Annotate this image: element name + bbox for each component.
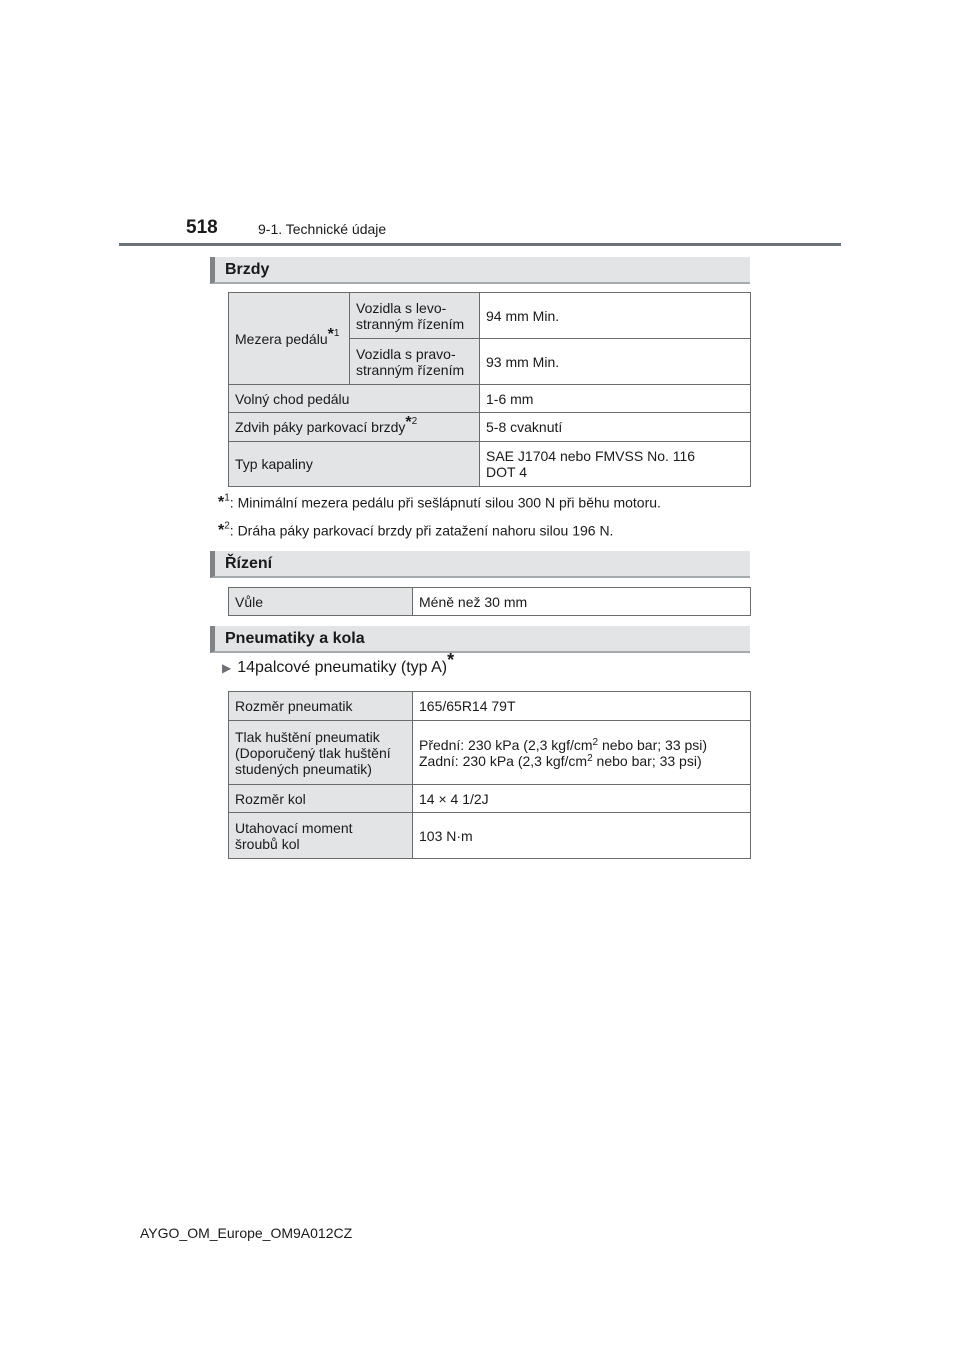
footnote-marker: *2 [405, 414, 418, 431]
table-row [229, 293, 751, 339]
parking-brake-value: 5-8 cvaknutí [480, 413, 751, 442]
pedal-clearance-label-cell [229, 293, 350, 385]
rhd-label-cell: Vozidla s pravo- stranným řízením [350, 339, 480, 385]
steering-play-label: Vůle [229, 588, 413, 616]
tire-subheading: ▶ 14palcové pneumatiky (typ A)* [222, 650, 455, 676]
free-play-label: Volný chod pedálu [229, 385, 480, 413]
footnote-marker: *$^1$ [218, 493, 230, 512]
footnote-1: *$^1$: Minimální mezera pedálu při sešlápnutí silou 300 N při běhu motoru. [218, 493, 661, 512]
table-row [229, 721, 751, 785]
footnote-marker: *$^2$ [218, 521, 230, 540]
table-row [229, 442, 751, 487]
footnote-marker: *1 [327, 325, 340, 343]
tire-pressure-value-cell [413, 721, 751, 785]
brakes-heading: Brzdy [210, 257, 750, 284]
rhd-value: 93 mm Min. [480, 339, 751, 385]
brakes-table [228, 292, 751, 487]
wheel-size-label: Rozměr kol [229, 785, 413, 813]
document-id: AYGO_OM_Europe_OM9A012CZ [140, 1225, 353, 1241]
pedal-clearance-label: Mezera pedálu [235, 330, 328, 347]
table-row [229, 588, 751, 616]
table-row [229, 385, 751, 413]
header-rule [119, 243, 841, 246]
tire-size-label: Rozměr pneumatik [229, 692, 413, 721]
parking-brake-label-cell [229, 413, 480, 442]
page-number: 518 [186, 217, 218, 238]
steering-play-value: Méně než 30 mm [413, 588, 751, 616]
steering-heading: Řízení [210, 551, 750, 578]
wheel-size-value: 14 × 4 1/2J [413, 785, 751, 813]
rear-pressure: Zadní: 230 kPa (2,3 kgf/$cm^2$ nebo bar; 33 psi) [419, 752, 702, 769]
parking-brake-label: Zdvih páky parkovací brzdy [235, 419, 406, 435]
lhd-value: 94 mm Min. [480, 293, 751, 339]
footnote-2: *$^2$: Dráha páky parkovací brzdy při zatažení nahoru silou 196 N. [218, 521, 614, 540]
front-pressure: Přední: 230 kPa (2,3 kgf/$cm^2$ nebo bar; 33 psi) [419, 736, 708, 753]
table-row [229, 785, 751, 813]
tire-pressure-label-cell: Tlak huštění pneumatik (Doporučený tlak huštění studených pneumatik) [229, 721, 413, 785]
table-row [229, 813, 751, 859]
torque-label-cell: Utahovací moment šroubů kol [229, 813, 413, 859]
triangle-right-icon: ▶ [222, 661, 232, 675]
tires-heading: Pneumatiky a kola [210, 626, 750, 653]
free-play-value: 1-6 mm [480, 385, 751, 413]
tire-size-value: 165/65R14 79T [413, 692, 751, 721]
table-row [229, 692, 751, 721]
section-title: 9-1. Technické údaje [258, 221, 387, 237]
fluid-type-value-cell: SAE J1704 nebo FMVSS No. 116 DOT 4 [480, 442, 751, 487]
footnote-marker: * [447, 650, 455, 670]
torque-value: 103 N·m [413, 813, 751, 859]
lhd-label-cell: Vozidla s levo- stranným řízením [350, 293, 480, 339]
fluid-type-label: Typ kapaliny [229, 442, 480, 487]
steering-table [228, 587, 751, 616]
tires-table [228, 691, 751, 859]
table-row [229, 413, 751, 442]
